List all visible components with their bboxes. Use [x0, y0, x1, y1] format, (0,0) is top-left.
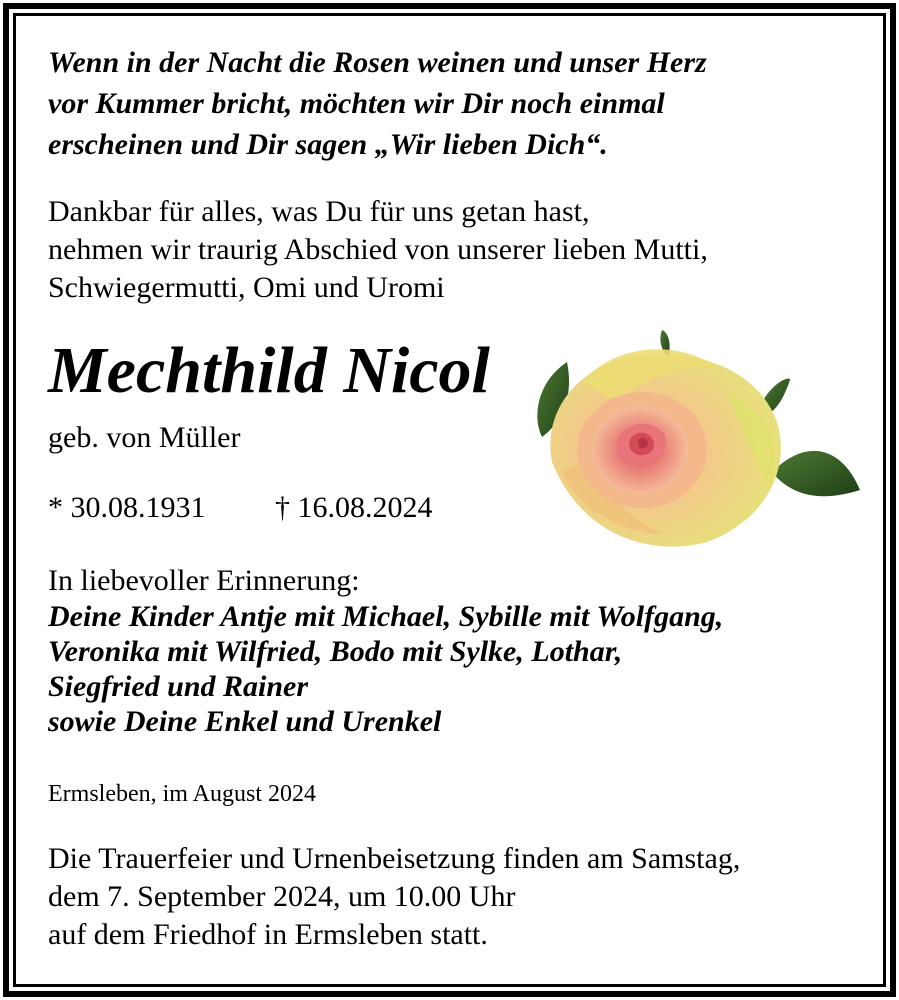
life-dates: [48, 489, 433, 527]
thanks-paragraph: [48, 193, 708, 307]
rose-icon: [522, 322, 867, 562]
poem-line: Wenn in der Nacht die Rosen weinen und unser Herz: [48, 46, 707, 79]
birth-name: geb. von Müller: [48, 421, 241, 454]
poem-line: erscheinen und Dir sagen „Wir lieben Dich“.: [48, 128, 608, 161]
service-line: auf dem Friedhof in Ermsleben statt.: [48, 918, 488, 951]
service-info: [48, 840, 740, 954]
thanks-line: Schwiegermutti, Omi und Uromi: [48, 271, 445, 304]
poem-line: vor Kummer bricht, möchten wir Dir noch einmal: [48, 87, 665, 120]
poem-verse: [48, 42, 707, 165]
service-line: dem 7. September 2024, um 10.00 Uhr: [48, 880, 516, 913]
death-date: † 16.08.2024: [275, 491, 433, 524]
family-line: Deine Kinder Antje mit Michael, Sybille mit Wolfgang,: [48, 600, 724, 633]
place-date: Ermsleben, im August 2024: [48, 781, 316, 807]
deceased-name: Mechthild Nicol: [48, 334, 490, 407]
thanks-line: nehmen wir traurig Abschied von unserer lieben Mutti,: [48, 233, 708, 266]
birth-date: * 30.08.1931: [48, 491, 206, 524]
service-line: Die Trauerfeier und Urnenbeisetzung finden am Samstag,: [48, 842, 741, 875]
family-list: [48, 599, 723, 739]
memory-intro: In liebevoller Erinnerung:: [48, 564, 360, 597]
family-line: Veronika mit Wilfried, Bodo mit Sylke, Lothar,: [48, 635, 623, 668]
family-line: sowie Deine Enkel und Urenkel: [48, 705, 442, 738]
thanks-line: Dankbar für alles, was Du für uns getan hast,: [48, 195, 590, 228]
family-line: Siegfried und Rainer: [48, 670, 309, 703]
